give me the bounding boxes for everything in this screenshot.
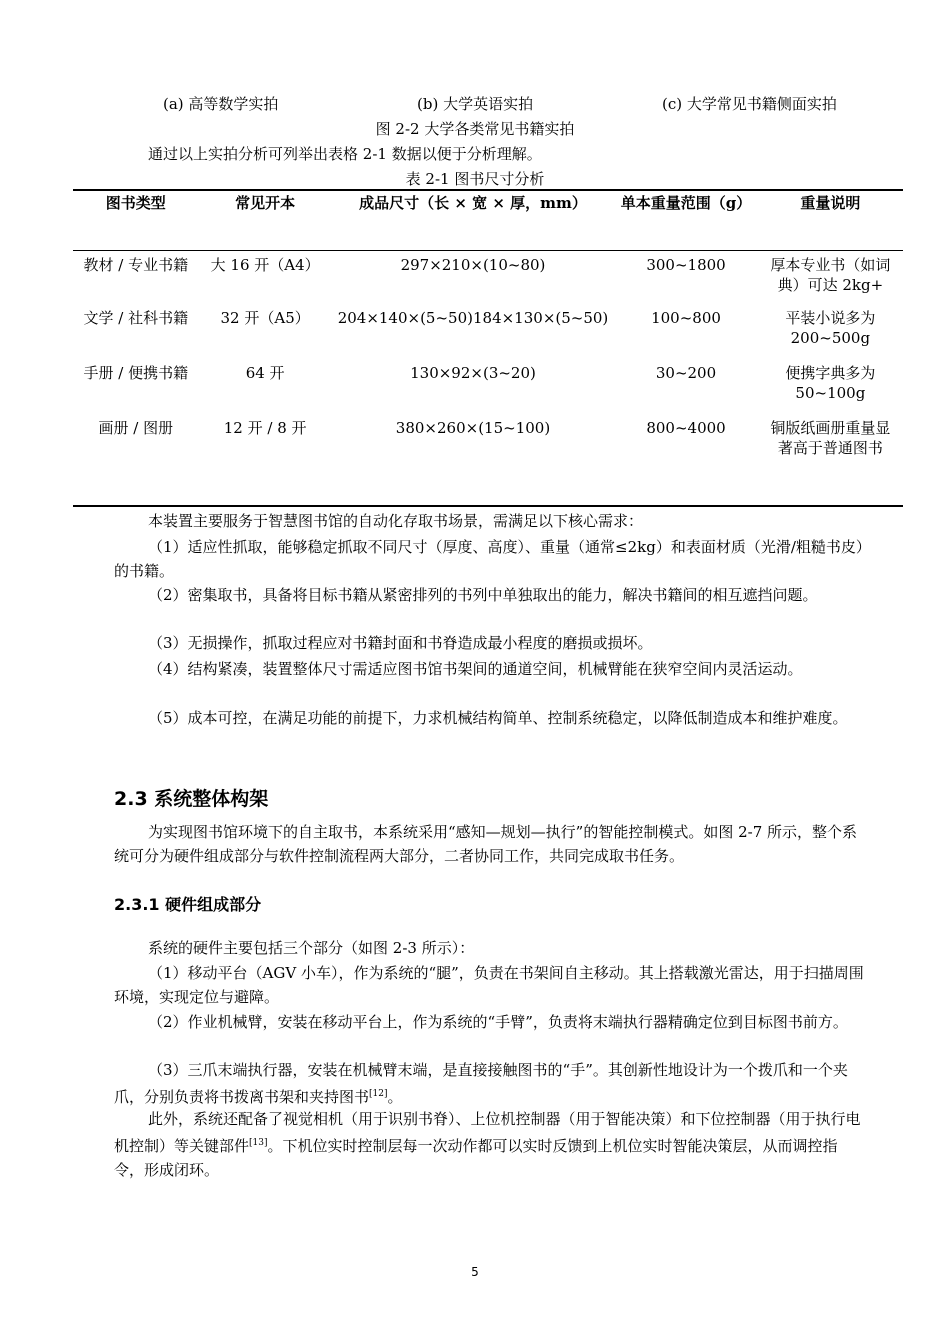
table-cell: 铜版纸画册重量显著高于普通图书 [770, 419, 891, 457]
hardware-item: （1）移动平台（AGV 小车），作为系统的“腿”，负责在书架间自主移动。其上搭载激光雷达，用于扫描周围环境，实现定位与避障。 [114, 964, 864, 1006]
subcaption-b: (b) 大学英语实拍 [417, 95, 534, 113]
requirement-item: （1）适应性抓取，能够稳定抓取不同尺寸（厚度、高度）、重量（通常≤2kg）和表面材质（光滑/粗糙书皮）的书籍。 [114, 538, 864, 580]
table-cell: 大 16 开（A4） [210, 256, 320, 274]
extra-text-a: 此外，系统还配备了视觉相机（用于识别书脊）、上位机控制器（用于智能决策）和下位控制器（用于执行电机控制）等关键部件 [114, 1110, 861, 1155]
section-heading: 2.3 系统整体构架 [114, 788, 269, 810]
hardware-item-end: 。 [387, 1088, 403, 1106]
requirement-item: （5）成本可控，在满足功能的前提下，力求机械结构简单、控制系统稳定，以降低制造成本和维护难度。 [148, 709, 848, 727]
requirement-item: （2）密集取书，具备将目标书籍从紧密排列的书列中单独取出的能力，解决书籍间的相互遮挡问题。 [148, 586, 818, 604]
table-intro-text: 通过以上实拍分析可列举出表格 2-1 数据以便于分析理解。 [148, 145, 542, 163]
table-header-cell: 成品尺寸（长 × 宽 × 厚，mm） [359, 194, 587, 212]
table-cell: 12 开 / 8 开 [223, 419, 307, 437]
citation-ref: [12] [369, 1089, 388, 1099]
table-cell: 297×210×(10~80) [400, 256, 546, 274]
table-cell: 厚本专业书（如词典）可达 2kg+ [770, 256, 891, 294]
subcaption-c: (c) 大学常见书籍侧面实拍 [662, 95, 837, 113]
table-cell: 30~200 [655, 364, 717, 382]
table-cell: 300~1800 [646, 256, 726, 274]
table-cell: 平装小说多为 200~500g [785, 309, 876, 347]
table-header-cell: 重量说明 [800, 194, 861, 212]
citation-ref: [13] [249, 1138, 268, 1148]
table-header-row [73, 189, 903, 250]
table-header-cell: 常见开本 [235, 194, 296, 212]
figure-caption: 图 2-2 大学各类常见书籍实拍 [375, 120, 575, 138]
table-row [73, 418, 903, 498]
book-size-table [73, 189, 903, 498]
table-cell: 130×92×(3~20) [410, 364, 536, 382]
table-cell: 204×140×(5~50)184×130×(5~50) [337, 309, 609, 327]
table-cell: 教材 / 专业书籍 [83, 256, 189, 274]
table-header-cell: 单本重量范围（g） [620, 194, 752, 212]
extra-text-b: 。下机位实时控制层每一次动作都可以实时反馈到上机位实时智能决策层，从而调控指令，形成闭环。 [114, 1137, 838, 1179]
hardware-extra-paragraph [114, 1107, 864, 1182]
table-cell: 100~800 [651, 309, 721, 327]
table-cell: 800~4000 [646, 419, 726, 437]
requirement-item: （3）无损操作，抓取过程应对书籍封面和书脊造成最小程度的磨损或损坏。 [148, 634, 653, 652]
subcaption-a: (a) 高等数学实拍 [163, 95, 279, 113]
table-cell: 64 开 [245, 364, 285, 382]
table-cell: 便携字典多为 50~100g [785, 364, 876, 402]
requirement-item: （4）结构紧凑，装置整体尺寸需适应图书馆书架间的通道空间，机械臂能在狭窄空间内灵活运动。 [148, 660, 803, 678]
table-cell: 手册 / 便携书籍 [83, 364, 189, 382]
table-row [73, 363, 903, 418]
table-bottom-rule [73, 505, 903, 507]
requirements-intro: 本装置主要服务于智慧图书馆的自动化存取书场景，需满足以下核心需求： [148, 512, 644, 530]
hardware-item: （2）作业机械臂，安装在移动平台上，作为系统的“手臂”，负责将末端执行器精确定位到目标图书前方。 [148, 1013, 848, 1031]
table-row [73, 250, 903, 308]
page-number: 5 [471, 1265, 479, 1279]
table-cell: 画册 / 图册 [98, 419, 174, 437]
table-caption: 表 2-1 图书尺寸分析 [405, 170, 545, 188]
subsection-heading: 2.3.1 硬件组成部分 [114, 895, 262, 914]
hardware-intro: 系统的硬件主要包括三个部分（如图 2-3 所示）： [148, 939, 475, 957]
table-header-cell: 图书类型 [105, 194, 166, 212]
table-row [73, 308, 903, 363]
section-paragraph: 为实现图书馆环境下的自主取书，本系统采用“感知—规划—执行”的智能控制模式。如图 2-7 所示，整个系统可分为硬件组成部分与软件控制流程两大部分，二者协同工作，共同完成取书任务。 [114, 823, 858, 865]
table-cell: 32 开（A5） [220, 309, 310, 327]
hardware-item-text: （3）三爪末端执行器，安装在机械臂末端，是直接接触图书的“手”。其创新性地设计为一个拨爪和一个夹爪，分别负责将书拨离书架和夹持图书 [114, 1061, 848, 1106]
table-cell: 380×260×(15~100) [395, 419, 551, 437]
table-cell: 文学 / 社科书籍 [83, 309, 189, 327]
hardware-item [114, 1058, 864, 1109]
